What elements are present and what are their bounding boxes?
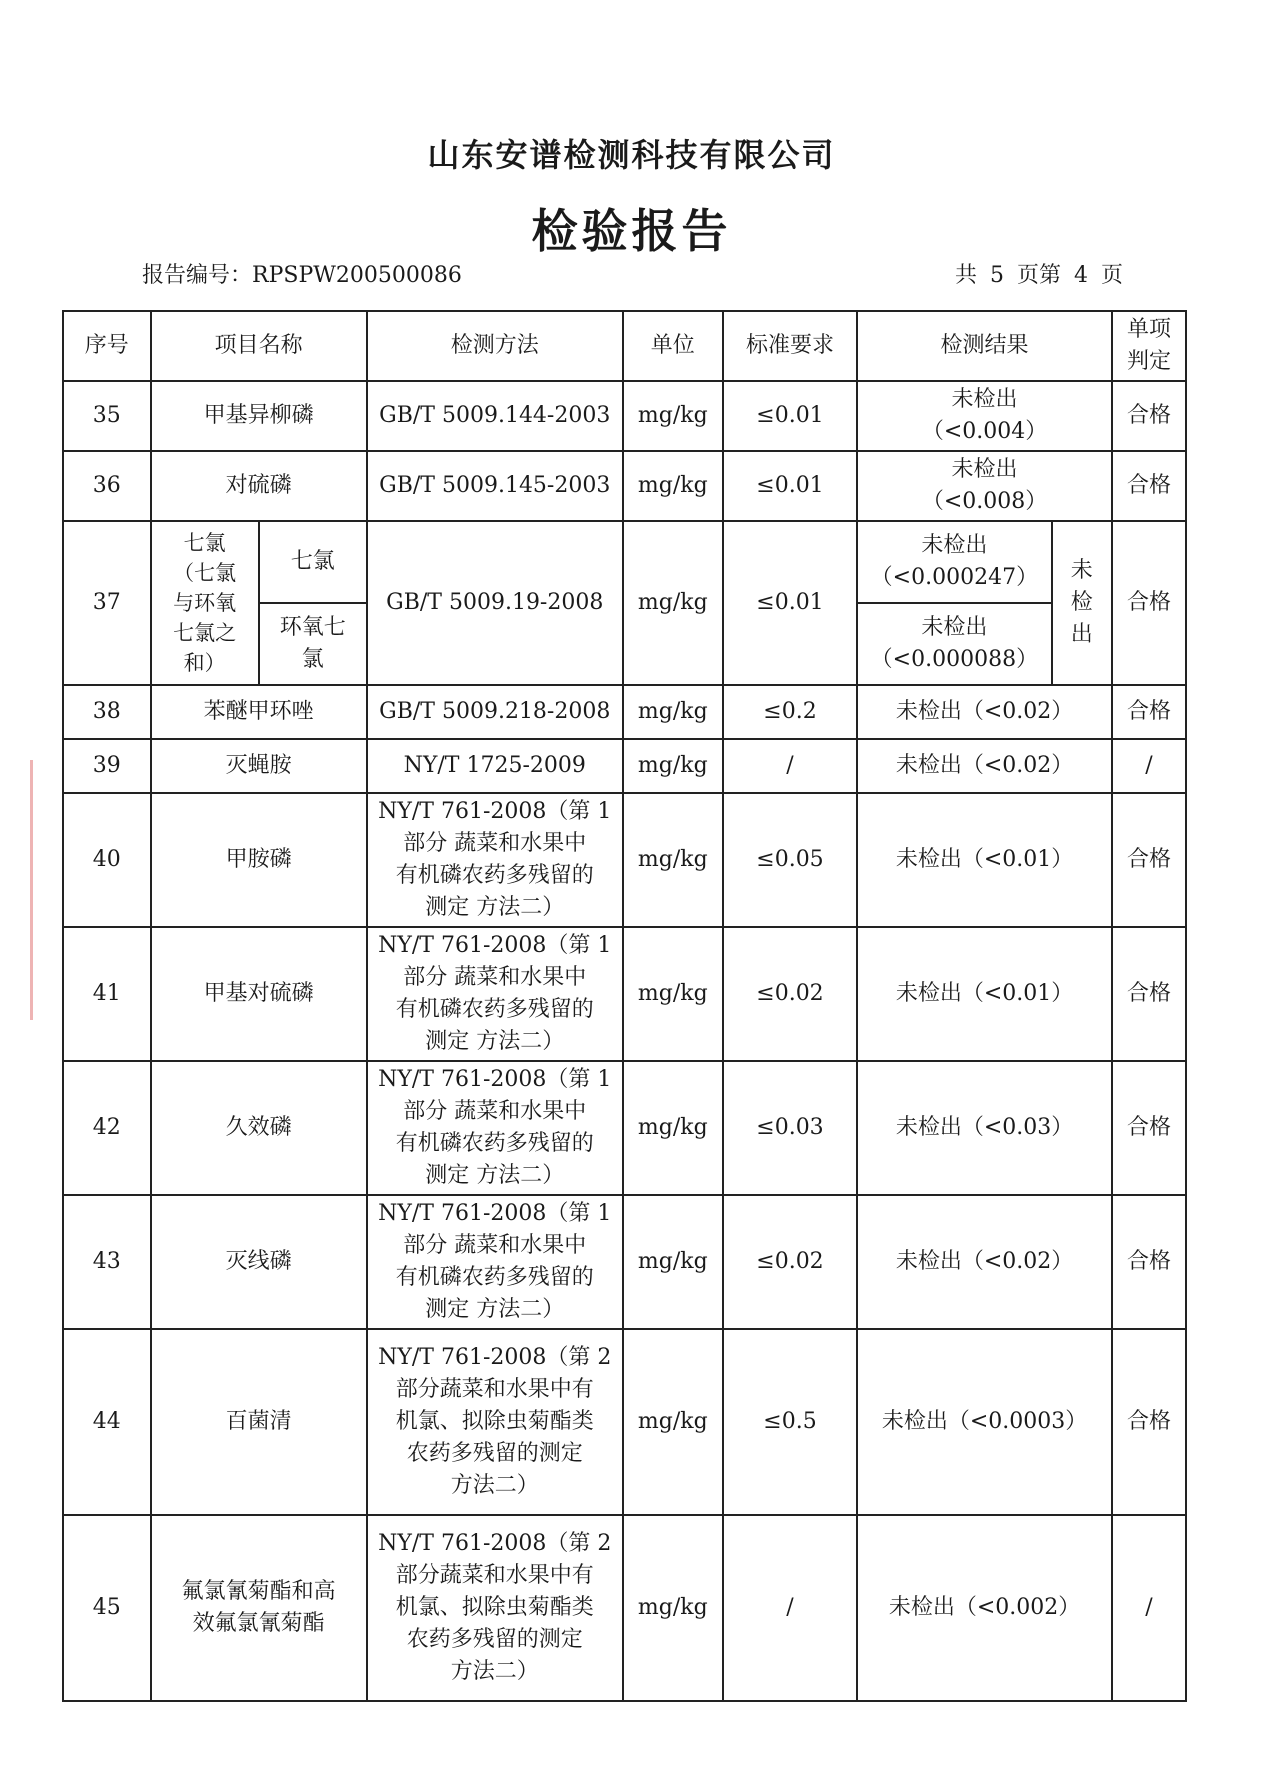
- row-unit: mg/kg: [623, 793, 723, 927]
- results-table: [62, 310, 1187, 1702]
- row-unit: mg/kg: [623, 1515, 723, 1701]
- row-standard: ≤0.5: [723, 1329, 857, 1515]
- row-method: GB/T 5009.145-2003: [367, 451, 623, 521]
- row-sub-result: 未检出 （<0.000088）: [857, 603, 1052, 685]
- row-item: 甲基对硫磷: [151, 927, 367, 1061]
- row-judgment: /: [1112, 1515, 1186, 1701]
- header-item: 项目名称: [151, 311, 367, 381]
- row-standard: ≤0.03: [723, 1061, 857, 1195]
- table-row: [63, 1329, 1186, 1515]
- row-seq: 39: [63, 739, 151, 793]
- row-result: 未检出 （<0.008）: [857, 451, 1112, 521]
- row-sub-result: 未检出 （<0.000247）: [857, 521, 1052, 603]
- row-standard: ≤0.01: [723, 381, 857, 451]
- table-row: [63, 685, 1186, 739]
- row-item: 氟氯氰菊酯和高 效氟氯氰菊酯: [151, 1515, 367, 1701]
- row-method: NY/T 761-2008（第 1 部分 蔬菜和水果中 有机磷农药多残留的 测定 方法二）: [367, 1061, 623, 1195]
- table-row: [63, 451, 1186, 521]
- row-judgment: 合格: [1112, 1061, 1186, 1195]
- row-standard: ≤0.02: [723, 1195, 857, 1329]
- row-seq: 37: [63, 521, 151, 685]
- row-result: 未检出（<0.01）: [857, 793, 1112, 927]
- row-judgment: 合格: [1112, 1329, 1186, 1515]
- row-standard: ≤0.02: [723, 927, 857, 1061]
- header-result: 检测结果: [857, 311, 1112, 381]
- table-row: [63, 1515, 1186, 1701]
- row-seq: 45: [63, 1515, 151, 1701]
- row-seq: 43: [63, 1195, 151, 1329]
- table-row: [63, 1061, 1186, 1195]
- table-row-37a: [63, 521, 1186, 603]
- row-standard: ≤0.01: [723, 451, 857, 521]
- row-unit: mg/kg: [623, 521, 723, 685]
- row-result: 未检出（<0.01）: [857, 927, 1112, 1061]
- row-judgment: 合格: [1112, 1195, 1186, 1329]
- row-unit: mg/kg: [623, 451, 723, 521]
- red-seal-stamp: [0, 760, 33, 1020]
- table-row: [63, 739, 1186, 793]
- report-number: 报告编号：RPSPW200500086: [142, 263, 462, 288]
- row-item: 甲胺磷: [151, 793, 367, 927]
- row-seq: 36: [63, 451, 151, 521]
- row-method: NY/T 1725-2009: [367, 739, 623, 793]
- row-unit: mg/kg: [623, 927, 723, 1061]
- row-method: GB/T 5009.144-2003: [367, 381, 623, 451]
- row-method: GB/T 5009.218-2008: [367, 685, 623, 739]
- page-info: 共 5 页第 4 页: [955, 263, 1123, 288]
- row-method: GB/T 5009.19-2008: [367, 521, 623, 685]
- row-judgment: 合格: [1112, 521, 1186, 685]
- report-title: 检验报告: [531, 204, 732, 258]
- row-item: 对硫磷: [151, 451, 367, 521]
- row-standard: ≤0.2: [723, 685, 857, 739]
- row-judgment: 合格: [1112, 381, 1186, 451]
- row-item: 甲基异柳磷: [151, 381, 367, 451]
- header-standard: 标准要求: [723, 311, 857, 381]
- row-seq: 40: [63, 793, 151, 927]
- row-judgment: 合格: [1112, 793, 1186, 927]
- row-unit: mg/kg: [623, 1329, 723, 1515]
- row-method: NY/T 761-2008（第 1 部分 蔬菜和水果中 有机磷农药多残留的 测定 方法二）: [367, 927, 623, 1061]
- row-item: 苯醚甲环唑: [151, 685, 367, 739]
- row-unit: mg/kg: [623, 739, 723, 793]
- row-unit: mg/kg: [623, 1195, 723, 1329]
- header-seq: 序号: [63, 311, 151, 381]
- row-method: NY/T 761-2008（第 2 部分蔬菜和水果中有 机氯、拟除虫菊酯类 农药多残留的测定 方法二）: [367, 1515, 623, 1701]
- row-seq: 41: [63, 927, 151, 1061]
- company-name: 山东安谱检测科技有限公司: [427, 136, 836, 174]
- row-method: NY/T 761-2008（第 1 部分 蔬菜和水果中 有机磷农药多残留的 测定 方法二）: [367, 793, 623, 927]
- row-standard: /: [723, 739, 857, 793]
- row-seq: 38: [63, 685, 151, 739]
- row-result: 未检出（<0.002）: [857, 1515, 1112, 1701]
- row-method: NY/T 761-2008（第 2 部分蔬菜和水果中有 机氯、拟除虫菊酯类 农药多残留的测定 方法二）: [367, 1329, 623, 1515]
- table-header-row: [63, 311, 1186, 381]
- row-sub-item: 环氧七 氯: [259, 603, 367, 685]
- row-group-item: 七氯 （七氯 与环氧 七氯之 和）: [151, 521, 259, 685]
- row-seq: 44: [63, 1329, 151, 1515]
- row-result: 未检出 （<0.004）: [857, 381, 1112, 451]
- table-row: [63, 1195, 1186, 1329]
- row-sub-item: 七氯: [259, 521, 367, 603]
- row-method: NY/T 761-2008（第 1 部分 蔬菜和水果中 有机磷农药多残留的 测定 方法二）: [367, 1195, 623, 1329]
- header-method: 检测方法: [367, 311, 623, 381]
- row-judgment: 合格: [1112, 685, 1186, 739]
- row-judgment: 合格: [1112, 451, 1186, 521]
- row-item: 灭线磷: [151, 1195, 367, 1329]
- row-result: 未检出（<0.03）: [857, 1061, 1112, 1195]
- row-unit: mg/kg: [623, 685, 723, 739]
- row-item: 灭蝇胺: [151, 739, 367, 793]
- header-judgment: 单项 判定: [1112, 311, 1186, 381]
- row-result: 未检出（<0.02）: [857, 1195, 1112, 1329]
- row-judgment: 合格: [1112, 927, 1186, 1061]
- row-standard: /: [723, 1515, 857, 1701]
- row-seq: 35: [63, 381, 151, 451]
- row-result: 未检出（<0.0003）: [857, 1329, 1112, 1515]
- row-seq: 42: [63, 1061, 151, 1195]
- row-standard: ≤0.05: [723, 793, 857, 927]
- table-row: [63, 381, 1186, 451]
- table-row: [63, 793, 1186, 927]
- row-unit: mg/kg: [623, 1061, 723, 1195]
- row-standard: ≤0.01: [723, 521, 857, 685]
- table-row: [63, 927, 1186, 1061]
- row-unit: mg/kg: [623, 381, 723, 451]
- row-item: 百菌清: [151, 1329, 367, 1515]
- row-result: 未检出（<0.02）: [857, 685, 1112, 739]
- header-unit: 单位: [623, 311, 723, 381]
- row-item: 久效磷: [151, 1061, 367, 1195]
- row-total-result: 未 检 出: [1052, 521, 1112, 685]
- row-result: 未检出（<0.02）: [857, 739, 1112, 793]
- row-judgment: /: [1112, 739, 1186, 793]
